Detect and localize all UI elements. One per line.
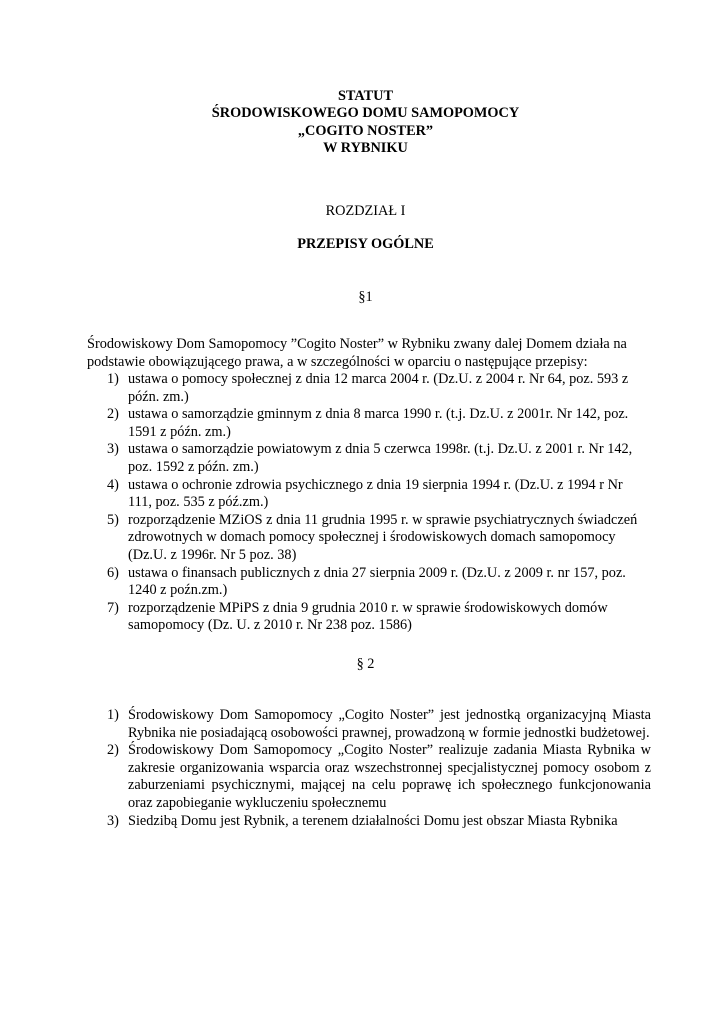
list-item-text: ustawa o ochronie zdrowia psychicznego z dnia 19 sierpnia 1994 r. (Dz.U. z 1994 r Nr 111, poz. 535 z póź.zm.) [128,476,623,511]
list-item-text: rozporządzenie MZiOS z dnia 11 grudnia 1995 r. w sprawie psychiatrycznych świadczeń zdrowotnych w domach pomocy społecznej i środowiskowych domach samopomocy (Dz.U. z 1996r. Nr 5 poz. 38) [128,511,638,563]
title-line-name: „COGITO NOSTER” [297,122,434,139]
list-item [87,477,647,512]
list-item [87,406,647,441]
list-item-text: ustawa o samorządzie powiatowym z dnia 5 czerwca 1998r. (t.j. Dz.U. z 2001 r. Nr 142, poz. 1592 z późn. zm.) [128,441,633,475]
section-2-mark: § 2 [356,656,375,672]
section-1-intro: Środowiskowy Dom Samopomocy ”Cogito Noster” w Rybniku zwany dalej Domem działa na podstawie obowiązującego prawa, a w szczególności w oparciu o następujące przepisy: [87,336,627,370]
list-item-text: ustawa o pomocy społecznej z dnia 12 marca 2004 r. (Dz.U. z 2004 r. Nr 64, poz. 593 z późn. zm.) [128,371,629,405]
list-item [87,707,651,742]
section-2-list [87,707,651,830]
section-1-mark: §1 [358,289,373,305]
chapter-label: ROZDZIAŁ I [325,203,406,219]
list-item [87,813,647,831]
list-item [87,441,647,476]
list-item-text: Siedzibą Domu jest Rybnik, a terenem działalności Domu jest obszar Miasta Rybnika [128,812,618,829]
list-item-number: 1) [107,371,119,387]
list-item-number: 5) [107,511,119,528]
list-item [87,742,651,812]
list-item-text: rozporządzenie MPiPS z dnia 9 grudnia 2010 r. w sprawie środowiskowych domów samopomocy (Dz. U. z 2010 r. Nr 238 poz. 1586) [128,599,608,634]
list-item-number: 7) [107,599,119,616]
list-item-number: 2) [107,742,119,759]
list-item-text: Środowiskowy Dom Samopomocy „Cogito Noster” jest jednostką organizacyjną Miasta Rybnika nie posiadającą osobowości prawnej, prowadzoną w formie jednostki budżetowej. [128,707,651,741]
title-line-institution: ŚRODOWISKOWEGO DOMU SAMOPOMOCY [211,105,520,122]
list-item-number: 6) [107,564,119,581]
title-line-statut: STATUT [337,88,394,104]
list-item [87,600,647,635]
list-item [87,512,647,565]
list-item [87,371,647,406]
chapter-title: PRZEPISY OGÓLNE [297,236,434,252]
list-item-number: 1) [107,707,119,723]
list-item-text: ustawa o finansach publicznych z dnia 27 sierpnia 2009 r. (Dz.U. z 2009 r. nr 157, poz. 1240 z poźn.zm.) [128,564,626,599]
list-item-text: ustawa o samorządzie gminnym z dnia 8 marca 1990 r. (t.j. Dz.U. z 2001r. Nr 142, poz. 1591 z późn. zm.) [128,406,629,440]
list-item-number: 3) [107,812,119,829]
list-item-text: Środowiskowy Dom Samopomocy „Cogito Noster” realizuje zadania Miasta Rybnika w zakresie organizowania wsparcia oraz wszechstronnej specjalistycznej pomocy osobom z zaburzeniami psychicznymi, mającej na celu poprawę ich społecznego funkcjonowania oraz zapobieganie wykluczeniu społecznemu [128,742,651,811]
list-item-number: 3) [107,441,119,458]
section-1-list [87,371,647,635]
title-line-city: W RYBNIKU [323,140,408,157]
list-item-number: 4) [107,476,119,493]
document-title [0,88,725,158]
list-item-number: 2) [107,406,119,423]
list-item [87,565,647,600]
